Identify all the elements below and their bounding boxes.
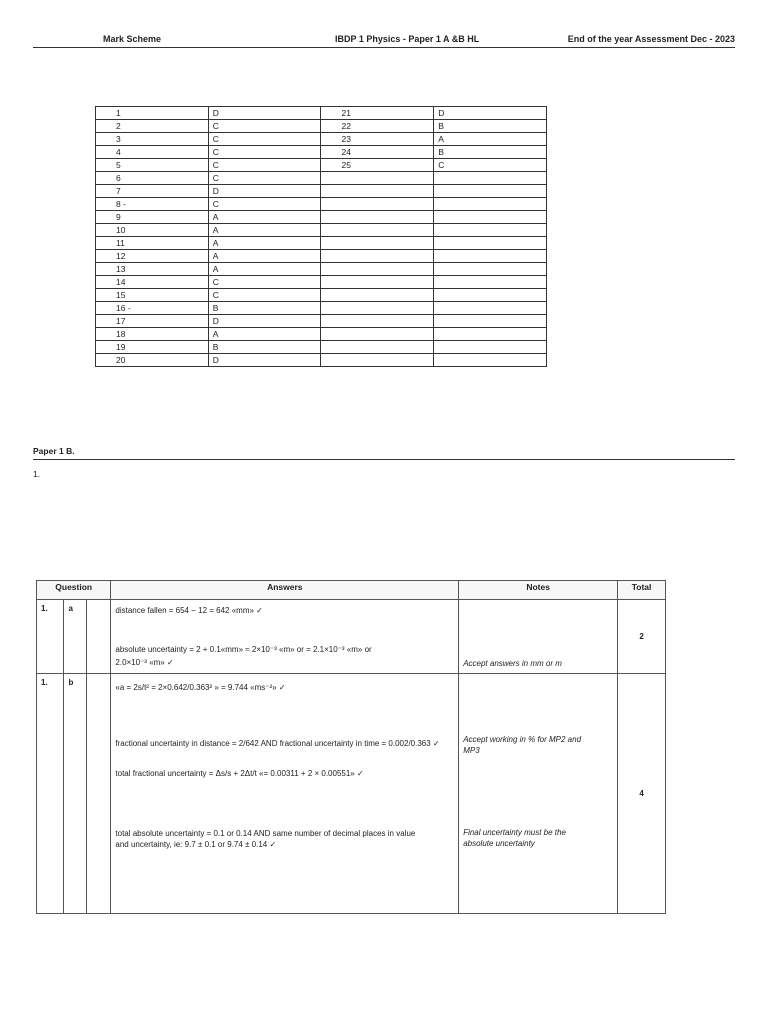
section-title: Paper 1 B. [33,446,735,460]
markscheme-table [36,580,666,914]
mcq-answer-letter: A [208,224,321,237]
mcq-row [96,302,547,315]
mcq-answer-letter [434,250,547,263]
mcq-answer-letter: A [208,328,321,341]
mcq-answer-letter: B [208,302,321,315]
mcq-question-number: 5 [96,159,209,172]
mcq-answer-letter [434,328,547,341]
mcq-answer-letter [434,211,547,224]
mcq-question-number: 25 [321,159,434,172]
mcq-question-number [321,198,434,211]
mcq-question-number: 7 [96,185,209,198]
mcq-row [96,250,547,263]
mcq-question-number: 24 [321,146,434,159]
mcq-question-number [321,237,434,250]
row-b-answer-line-1: «a = 2s/t² = 2×0.642/0.363² » = 9.744 «ms⁻²» ✓ [115,683,286,692]
row-a-notes [459,600,618,674]
mcq-question-number: 22 [321,120,434,133]
mcq-row [96,237,547,250]
mcq-question-number [321,328,434,341]
mcq-row [96,354,547,367]
mcq-row [96,107,547,120]
mcq-row [96,198,547,211]
mcq-answer-letter: C [208,172,321,185]
mcq-row [96,263,547,276]
mcq-question-number [321,224,434,237]
mcq-row [96,328,547,341]
mcq-answer-letter [434,185,547,198]
mcq-answer-letter: A [208,211,321,224]
mcq-answer-letter: C [208,133,321,146]
mcq-answer-letter [434,198,547,211]
mcq-answer-letter [434,237,547,250]
mcq-question-number: 14 [96,276,209,289]
header-notes: Notes [459,581,618,600]
mcq-answer-letter [434,354,547,367]
mcq-question-number: 1 [96,107,209,120]
row-b-total: 4 [618,674,666,914]
mcq-question-number [321,315,434,328]
mcq-question-number [321,302,434,315]
mcq-question-number [321,263,434,276]
markscheme-row-1b [37,674,666,914]
mcq-question-number: 12 [96,250,209,263]
mcq-answer-letter: C [208,146,321,159]
row-b-answer-line-5: and uncertainty, ie: 9.7 ± 0.1 or 9.74 ± 0.14 ✓ [115,840,277,849]
mcq-answer-letter: D [208,185,321,198]
mcq-answer-letter: C [208,120,321,133]
mcq-question-number: 4 [96,146,209,159]
mcq-row [96,315,547,328]
row-a-total: 2 [618,600,666,674]
mcq-answer-letter [434,276,547,289]
mcq-answer-letter [434,315,547,328]
row-b-spacer [87,674,111,914]
header-answers: Answers [111,581,459,600]
mcq-answer-table [95,106,547,367]
header-question: Question [37,581,111,600]
mcq-answer-letter [434,172,547,185]
mcq-question-number: 9 [96,211,209,224]
mcq-question-number [321,289,434,302]
mcq-answer-letter: B [434,120,547,133]
mcq-question-number: 8 - [96,198,209,211]
row-b-notes [459,674,618,914]
mcq-question-number: 16 - [96,302,209,315]
row-b-note-3: Final uncertainty must be the [463,828,566,837]
mcq-question-number [321,276,434,289]
mcq-row [96,120,547,133]
mcq-row [96,276,547,289]
mcq-answer-letter: A [208,250,321,263]
mcq-answer-letter: C [208,289,321,302]
header-total: Total [618,581,666,600]
mcq-row [96,341,547,354]
mcq-answer-letter: C [208,198,321,211]
question-number: 1. [33,469,41,479]
mcq-question-number [321,354,434,367]
mcq-question-number: 6 [96,172,209,185]
header-title: IBDP 1 Physics - Paper 1 A &B HL [335,34,480,44]
mcq-question-number: 21 [321,107,434,120]
row-a-answer-line-3: 2.0×10⁻³ «m» ✓ [115,658,174,667]
mcq-question-number [321,185,434,198]
mcq-row [96,133,547,146]
mcq-row [96,172,547,185]
row-b-note-1: Accept working in % for MP2 and [463,735,582,744]
row-b-question: 1. [37,674,64,914]
header-left: Mark Scheme [103,34,162,44]
mcq-answer-letter: C [434,159,547,172]
markscheme-header-row [37,581,666,600]
mcq-answer-letter [434,341,547,354]
row-a-question: 1. [37,600,64,674]
mcq-row [96,211,547,224]
row-b-answers [111,674,459,914]
row-a-answer-line-1: distance fallen = 654 − 12 = 642 «mm» ✓ [115,606,263,615]
row-a-spacer [87,600,111,674]
mcq-question-number: 19 [96,341,209,354]
mcq-row [96,185,547,198]
mcq-answer-letter: B [208,341,321,354]
mcq-answer-letter: C [208,159,321,172]
mcq-row [96,289,547,302]
row-b-note-4: absolute uncertainty [463,839,535,848]
mcq-question-number [321,172,434,185]
mcq-row [96,159,547,172]
mcq-question-number: 18 [96,328,209,341]
mcq-question-number: 10 [96,224,209,237]
mcq-answer-letter: B [434,146,547,159]
page-header [33,33,735,48]
mcq-question-number: 3 [96,133,209,146]
row-a-part: a [64,600,87,674]
mcq-question-number: 23 [321,133,434,146]
mcq-answer-letter: A [434,133,547,146]
mcq-answer-letter: D [208,107,321,120]
mcq-answer-letter [434,302,547,315]
mcq-answer-letter: C [208,276,321,289]
mcq-question-number [321,211,434,224]
mcq-question-number: 11 [96,237,209,250]
mcq-answer-letter: D [208,354,321,367]
mcq-question-number: 20 [96,354,209,367]
row-b-answer-line-3: total fractional uncertainty = Δs/s + 2Δt/t «= 0.00311 + 2 × 0.00551» ✓ [115,769,364,778]
mcq-row [96,146,547,159]
row-b-answer-line-2: fractional uncertainty in distance = 2/642 AND fractional uncertainty in time = 0.002/0.363 ✓ [115,739,440,748]
mcq-answer-letter [434,224,547,237]
mcq-answer-letter: D [434,107,547,120]
row-a-answers [111,600,459,674]
markscheme-row-1a [37,600,666,674]
mcq-question-number: 15 [96,289,209,302]
mcq-answer-letter [434,263,547,276]
mcq-question-number: 17 [96,315,209,328]
mcq-answer-letter: A [208,237,321,250]
mcq-question-number: 13 [96,263,209,276]
row-b-note-2: MP3 [463,746,480,755]
row-b-part: b [64,674,87,914]
header-right: End of the year Assessment Dec - 2023 [567,34,735,44]
row-a-answer-line-2: absolute uncertainty = 2 + 0.1«mm» ≈ 2×10⁻³ «m» or = 2.1×10⁻³ «m» or [115,645,372,654]
mcq-question-number: 2 [96,120,209,133]
row-b-answer-line-4: total absolute uncertainty = 0.1 or 0.14 AND same number of decimal places in value [115,829,416,838]
mcq-question-number [321,341,434,354]
mcq-answer-letter: D [208,315,321,328]
row-a-note-1: Accept answers in mm or m [463,659,562,668]
mcq-row [96,224,547,237]
mcq-answer-letter: A [208,263,321,276]
mcq-answer-letter [434,289,547,302]
mcq-question-number [321,250,434,263]
